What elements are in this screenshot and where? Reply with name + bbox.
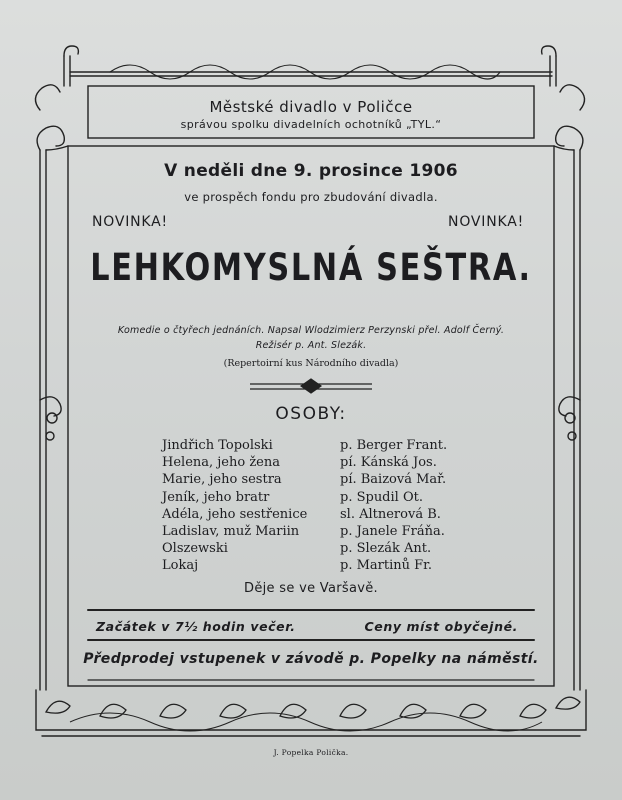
cast-role: Helena, jeho žena (162, 455, 280, 471)
theatre-name: Městské divadlo v Poličce (209, 98, 413, 116)
cast-row (162, 558, 462, 575)
ticket-prices: Ceny míst obyčejné. (364, 619, 518, 634)
cast-role: Jeník, jeho bratr (162, 489, 270, 505)
subtitle-director: Režisér p. Ant. Slezák. (255, 340, 367, 351)
cast-row (162, 438, 462, 455)
setting-line: Děje se ve Varšavě. (244, 581, 378, 596)
printer-credit: J. Popelka Polička. (273, 748, 349, 757)
cast-row (162, 507, 462, 524)
title-divider (250, 379, 372, 393)
cast-row (162, 490, 462, 507)
cast-actor: p. Spudil Ot. (340, 489, 423, 505)
cast-role: Lokaj (162, 558, 199, 574)
novinka-left: NOVINKA! (92, 214, 168, 230)
cast-actor: p. Martinů Fr. (340, 558, 433, 574)
cast-row (162, 472, 462, 489)
cast-role: Olszewski (162, 541, 228, 557)
management-line: správou spolku divadelních ochotníků „TYL.“ (180, 118, 442, 131)
subtitle-author: Komedie o čtyřech jednáních. Napsal Wlodzimierz Perzynski přel. Adolf Černý. (117, 325, 505, 336)
play-title: LEHKOMYSLNÁ SEŠTRA. (90, 246, 532, 289)
benefit-line: ve prospěch fondu pro zbudování divadla. (184, 190, 438, 204)
cast-actor: pí. Kánská Jos. (340, 455, 437, 471)
cast-role: Marie, jeho sestra (162, 472, 282, 488)
cast-row (162, 524, 462, 541)
flower-motif-row (46, 697, 580, 731)
cast-row (162, 541, 462, 558)
repertoire-note: (Repertoirní kus Národního divadla) (223, 358, 399, 369)
cast-actor: p. Janele Fráňa. (340, 523, 445, 539)
cast-role: Ladislav, muž Mariin (162, 523, 300, 539)
presale-notice: Předprodej vstupenek v závodě p. Popelky na náměstí. (83, 651, 539, 667)
cast-actor: p. Slezák Ant. (340, 541, 432, 557)
novinka-right: NOVINKA! (448, 214, 524, 230)
cast-role: Adéla, jeho sestřenice (162, 506, 308, 522)
cast-role: Jindřich Topolski (162, 438, 273, 453)
start-time: Začátek v 7½ hodin večer. (96, 619, 296, 634)
performance-date: V neděli dne 9. prosince 1906 (164, 161, 458, 181)
cast-list (162, 438, 462, 576)
cast-heading: OSOBY: (275, 404, 347, 424)
cast-actor: p. Berger Frant. (340, 438, 448, 453)
cast-actor: sl. Altnerová B. (340, 506, 441, 522)
cast-row (162, 455, 462, 472)
cast-actor: pí. Baizová Mař. (340, 472, 447, 488)
